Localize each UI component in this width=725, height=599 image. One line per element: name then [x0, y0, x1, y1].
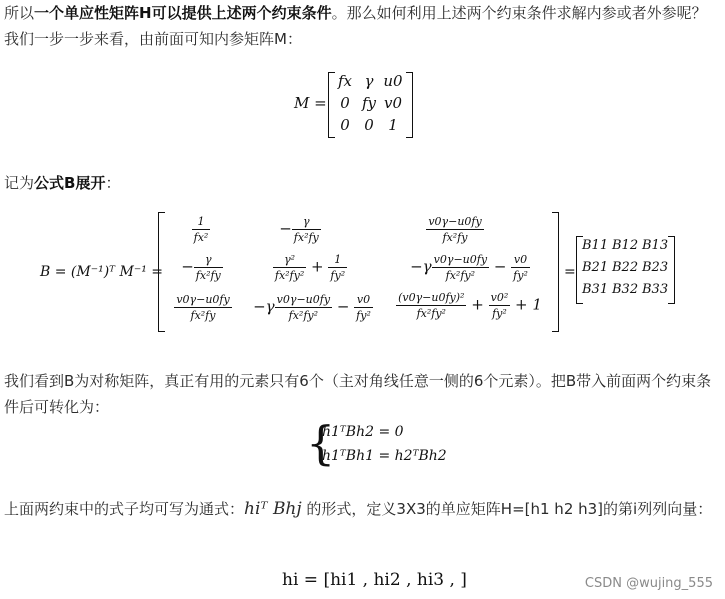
matrix-bij-cell: B33 — [642, 282, 669, 297]
matrix-bij-cell: B13 — [642, 238, 669, 253]
constraint-system — [306, 416, 447, 472]
matrix-m-cell: 0 — [340, 94, 350, 112]
matrix-b-entry: $\frac{\text{(v0γ−u0fy)²}}{\text{fx²fy²}}$ + $\frac{\text{v0²}}{\text{fy²}}$ + 1 — [398, 291, 542, 320]
matrix-bij-right-bracket — [668, 236, 675, 304]
matrix-m-cell: 0 — [364, 116, 374, 134]
matrix-b-entry: −γ $\frac{v0\gamma-u0fy}{\text{fx²fy²}}$ − $\frac{v0}{\text{fy²}}$ — [410, 253, 528, 282]
matrix-m-cell: v0 — [383, 94, 403, 112]
matrix-m-right-bracket — [406, 72, 413, 138]
matrix-b-entry: $\frac{v0\gamma-u0fy}{\text{fx²fy}}$ — [428, 215, 482, 244]
matrix-b-entry: − $\frac{\gamma}{\text{fx²fy}}$ — [181, 253, 221, 282]
formula-b-heading — [4, 170, 720, 196]
matrix-b-right-bracket — [552, 212, 559, 332]
matrix-bij-cell: B12 — [612, 238, 639, 253]
matrix-b-lhs: B = (M⁻¹)ᵀ M⁻¹ = — [40, 264, 164, 280]
matrix-bij-cell: B23 — [642, 260, 669, 275]
matrix-m-cell: γ — [364, 72, 374, 90]
formula-b-text-bold: 公式B展开 — [34, 174, 106, 192]
left-brace-icon: { — [306, 416, 336, 470]
intro-text-post: 。那么如何利用上述两个约束条件求解内参或者外参呢？我们一步一步来看，由前面可知内参矩阵M： — [4, 4, 707, 48]
matrix-b-entry: $\frac{\text{γ²}}{\text{fx²fy²}}$ + $\frac{1}{\text{fy²}}$ — [274, 253, 346, 282]
column-vector-equation — [282, 570, 467, 590]
general-form-text-post: 的形式，定义3X3的单应矩阵H=[h1 h2 h3]的第i列列向量： — [301, 500, 713, 518]
matrix-m — [294, 70, 424, 140]
intro-text-bold: 一个单应性矩阵H可以提供上述两个约束条件 — [34, 4, 332, 22]
csdn-watermark: CSDN @wujing_555 — [584, 576, 713, 591]
general-form-formula: hiᵀ Bhj — [244, 499, 302, 519]
general-form-text-pre: 上面两约束中的式子均可写为通式： — [4, 500, 245, 518]
matrix-m-lhs: M = — [294, 94, 327, 112]
intro-paragraph — [4, 0, 720, 52]
matrix-b-entry: $\frac{1}{\text{fx²}}$ — [193, 215, 209, 244]
matrix-b-entry: − $\frac{\gamma}{\text{fx²fy}}$ — [279, 215, 319, 244]
matrix-m-cell: fy — [361, 94, 377, 112]
symmetric-paragraph: 我们看到B为对称矩阵，真正有用的元素只有6个（主对角线任意一侧的6个元素）。把B带入前面两个约束条件后可转化为： — [4, 372, 712, 416]
matrix-m-cell: fx — [337, 72, 352, 90]
intro-text-pre: 所以 — [4, 4, 35, 22]
matrix-m-cell: 0 — [340, 116, 350, 134]
matrix-b-entry: $\frac{v0\gamma-u0fy}{\text{fx²fy}}$ — [176, 293, 230, 322]
matrix-bij-cell: B11 — [582, 238, 609, 253]
matrix-bij-cell: B22 — [612, 260, 639, 275]
formula-b-text-post: ： — [105, 174, 121, 192]
general-form-paragraph — [4, 496, 720, 522]
matrix-m-cell: 1 — [388, 116, 398, 134]
matrix-bij-cell: B32 — [612, 282, 639, 297]
matrix-b-entry: −γ $\frac{v0\gamma-u0fy}{\text{fx²fy²}}$ − $\frac{v0}{\text{fy²}}$ — [253, 293, 371, 322]
constraint-2: h1ᵀBh1 = h2ᵀBh2 — [322, 448, 447, 464]
matrix-b-equals: = — [564, 264, 576, 280]
matrix-m-cell: u0 — [383, 72, 403, 90]
matrix-bij-cell: B31 — [582, 282, 609, 297]
matrix-bij-cell: B21 — [582, 260, 609, 275]
matrix-b-expansion — [40, 210, 690, 335]
constraint-1: h1ᵀBh2 = 0 — [322, 424, 404, 440]
formula-b-text-pre: 记为 — [4, 174, 35, 192]
column-vector-formula: hi = [hi1 , hi2 , hi3 , ] — [282, 570, 467, 590]
